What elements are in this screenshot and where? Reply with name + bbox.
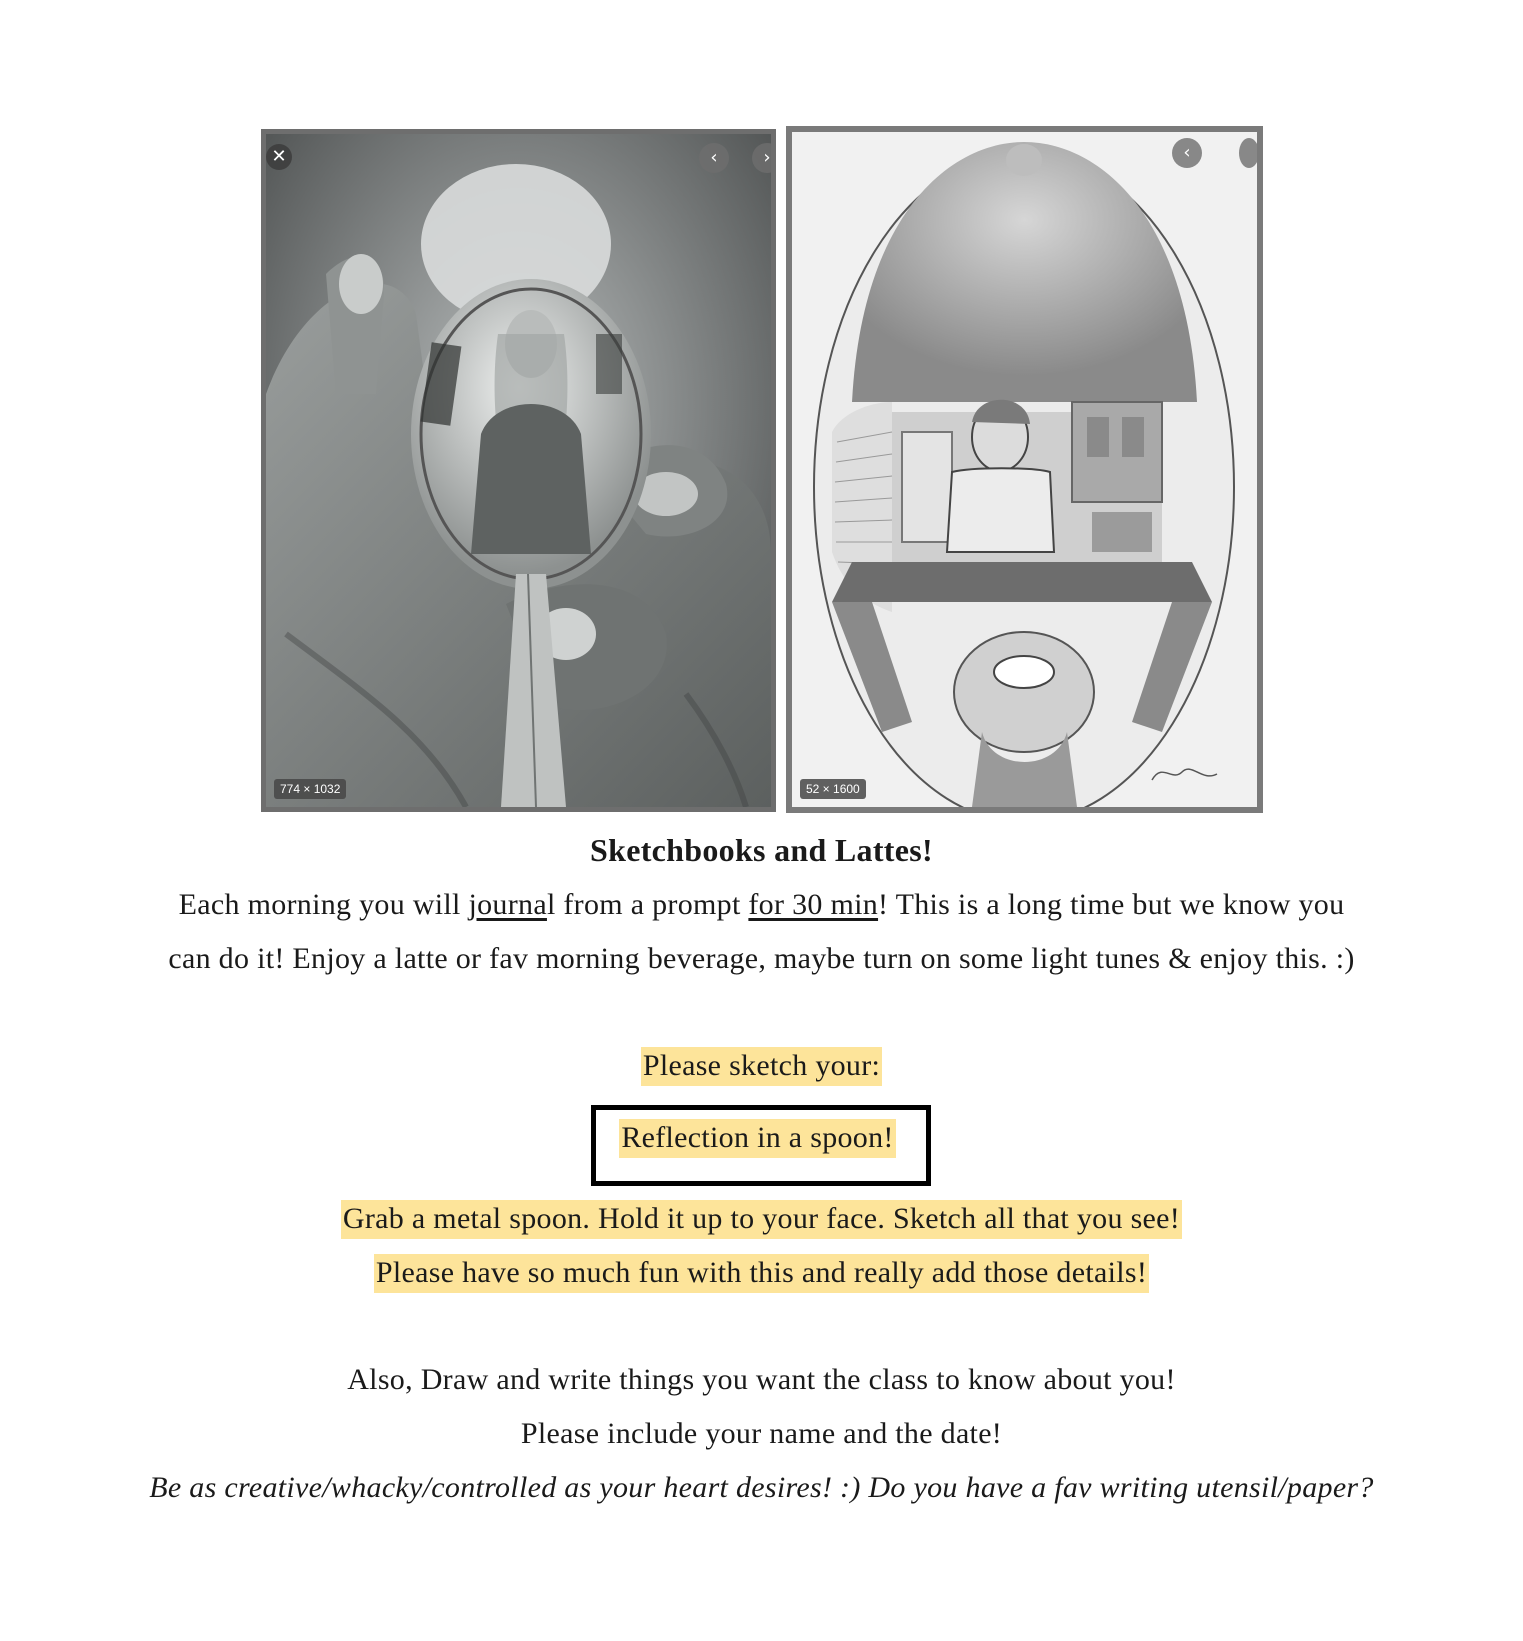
instruction-2-text: Please have so much fun with this and really add those details! <box>374 1254 1149 1293</box>
prompt-topic <box>0 1121 1519 1155</box>
intro-text-a: Each morning you will <box>178 888 469 921</box>
spoon-drawing-image-left[interactable] <box>261 129 776 812</box>
chevron-left-icon[interactable]: ‹ <box>1172 138 1202 168</box>
name-date-line: Please include your name and the date! <box>520 1417 1003 1450</box>
chevron-right-icon[interactable]: › <box>752 143 776 173</box>
close-icon[interactable]: ✕ <box>266 144 292 170</box>
image-dimensions-badge: 774 × 1032 <box>274 779 346 799</box>
pencil-spoon-reflection-drawing <box>792 132 1257 807</box>
journal-link[interactable]: journa <box>468 888 547 921</box>
prompt-topic-text: Reflection in a spoon! <box>619 1119 895 1158</box>
instruction-line-1 <box>0 1202 1523 1236</box>
prompt-lead-text: Please sketch your: <box>641 1047 882 1086</box>
intro-line-1 <box>0 888 1523 922</box>
prompt-lead <box>0 1049 1523 1083</box>
document-title: Sketchbooks and Lattes! <box>590 832 933 868</box>
image-dimensions-badge: 52 × 1600 <box>800 779 866 799</box>
duration-link[interactable]: for 30 min <box>748 888 879 921</box>
intro-text-c: ! This is a long time but we know you <box>878 888 1345 921</box>
instruction-line-2 <box>0 1256 1523 1290</box>
intro-text-b: l from a prompt <box>546 888 749 921</box>
instruction-1-text: Grab a metal spoon. Hold it up to your face. Sketch all that you see! <box>341 1200 1182 1239</box>
chevron-right-icon[interactable] <box>1239 138 1259 168</box>
intro-line-2: can do it! Enjoy a latte or fav morning beverage, maybe turn on some light tunes & enjoy this. :) <box>168 942 1355 975</box>
charcoal-spoon-hand-drawing <box>266 134 771 807</box>
spoon-drawing-image-right[interactable] <box>786 126 1263 813</box>
also-line: Also, Draw and write things you want the class to know about you! <box>347 1363 1176 1396</box>
chevron-left-icon[interactable]: ‹ <box>699 143 729 173</box>
creative-line: Be as creative/whacky/controlled as your heart desires! :) Do you have a fav writing utensil/paper? <box>149 1471 1374 1504</box>
